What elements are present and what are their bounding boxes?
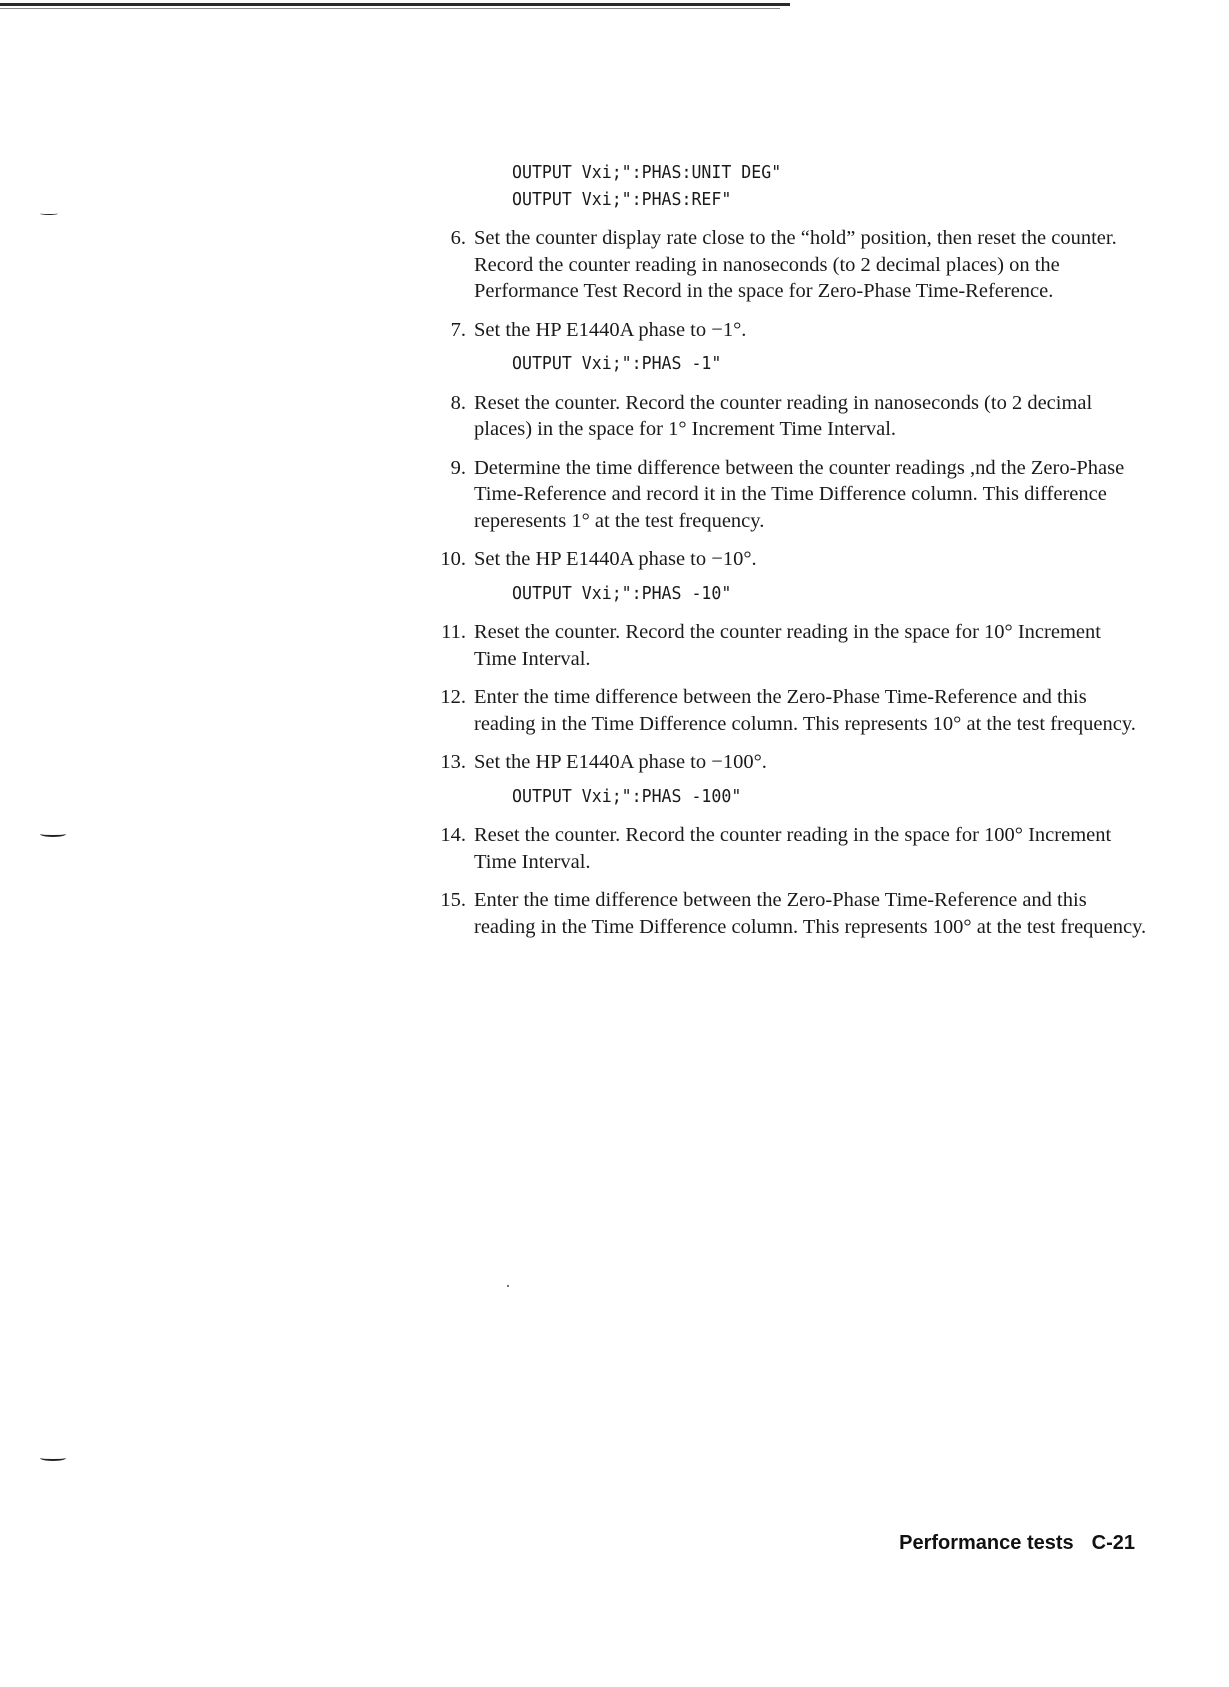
code-line-phase-unit: OUTPUT Vxi;":PHAS:UNIT DEG" <box>512 162 782 183</box>
step-text: Set the counter display rate close to the “hold” position, then reset the counter. Record the counter reading in nanoseconds (to 2 decimal places) on the Performance Test Record in the space for Zero-Phase Time-Reference. <box>474 227 1117 302</box>
step-10 <box>440 546 1148 573</box>
margin-mark-2 <box>40 831 66 837</box>
step-text: Reset the counter. Record the counter reading in the space for 100° Increment Time Interval. <box>474 824 1112 873</box>
step-number: 9. <box>450 456 466 479</box>
top-rule <box>0 3 790 6</box>
code-line-phase-minus-1: OUTPUT Vxi;":PHAS -1" <box>512 353 722 374</box>
step-number: 11. <box>441 621 466 643</box>
step-text: Determine the time difference between the counter readings ,nd the Zero-Phase Time-Reference and record it in the Time Difference column. This difference reperesents 1° at the test frequency. <box>474 456 1125 532</box>
footer-page-number: C-21 <box>1091 1532 1135 1554</box>
step-text: Enter the time difference between the Zero-Phase Time-Reference and this reading in the Time Difference column. This represents 10° at the test frequency. <box>474 686 1136 735</box>
step-12 <box>440 684 1148 737</box>
step-text: Set the HP E1440A phase to −1°. <box>474 318 747 341</box>
step-number: 15. <box>440 889 466 911</box>
margin-mark-1 <box>40 212 58 215</box>
step-15 <box>440 887 1148 940</box>
step-text: Set the HP E1440A phase to −100°. <box>474 751 767 773</box>
footer-section-title: Performance tests <box>899 1532 1074 1554</box>
step-9 <box>448 455 1148 535</box>
page-footer <box>899 1532 1135 1555</box>
step-text: Reset the counter. Record the counter reading in the space for 10° Increment Time Interval. <box>474 621 1101 670</box>
step-13 <box>440 749 1148 776</box>
step-11 <box>441 619 1148 672</box>
scan-speck <box>507 1285 509 1287</box>
step-text: Enter the time difference between the Zero-Phase Time-Reference and this reading in the Time Difference column. This represents 100° at the test frequency. <box>474 889 1147 938</box>
step-number: 7. <box>450 318 466 341</box>
step-14 <box>440 822 1148 875</box>
step-text: Set the HP E1440A phase to −10°. <box>474 548 757 570</box>
top-rule-thin <box>0 8 780 9</box>
step-7 <box>448 317 1148 344</box>
step-number: 13. <box>440 751 466 773</box>
step-number: 12. <box>440 686 466 708</box>
document-body <box>440 160 1148 940</box>
step-number: 14. <box>440 824 466 846</box>
code-line-phase-minus-100: OUTPUT Vxi;":PHAS -100" <box>512 785 742 807</box>
step-6 <box>448 225 1148 305</box>
step-8 <box>448 390 1148 443</box>
code-line-phase-minus-10: OUTPUT Vxi;":PHAS -10" <box>512 582 732 604</box>
margin-mark-3 <box>40 1455 66 1461</box>
step-number: 6. <box>450 227 466 249</box>
step-number: 10. <box>440 548 466 570</box>
code-line-phase-ref: OUTPUT Vxi;":PHAS:REF" <box>512 188 732 210</box>
step-number: 8. <box>450 391 466 414</box>
step-text: Reset the counter. Record the counter reading in nanoseconds (to 2 decimal places) in the space for 1° Increment Time Interval. <box>474 391 1093 440</box>
